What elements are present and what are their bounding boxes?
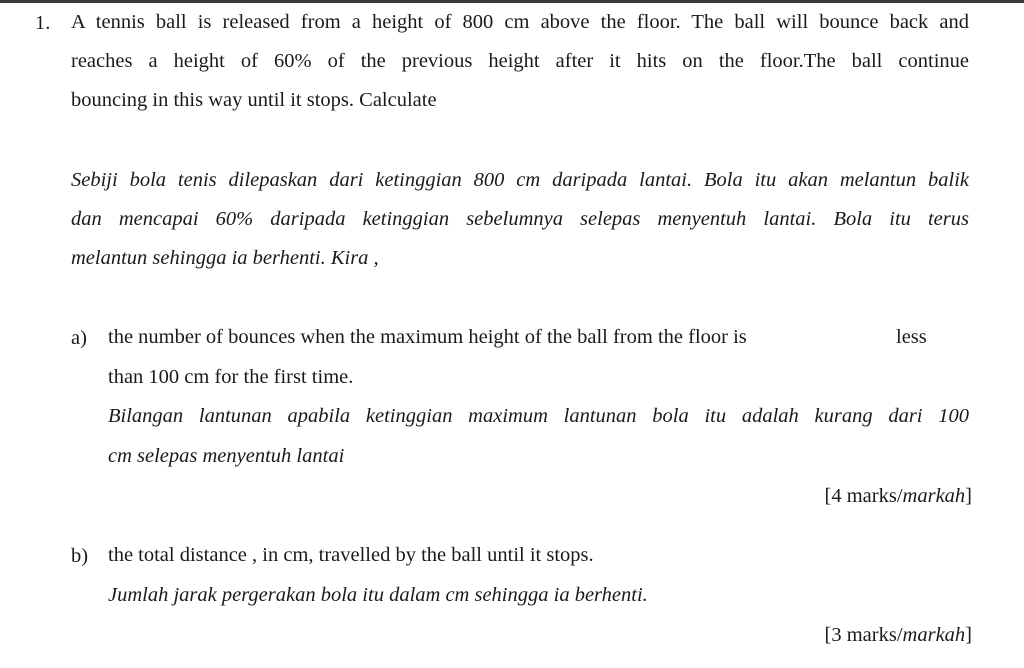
question-malay-line-2: dan mencapai 60% daripada ketinggian sebelumnya selepas menyentuh lantai. Bola itu terus — [71, 208, 969, 230]
part-a-malay-line-2: cm selepas menyentuh lantai — [108, 445, 345, 467]
question-english-line-2: reaches a height of 60% of the previous height after it hits on the floor.The ball continue — [71, 50, 969, 72]
part-b-marks-prefix: [3 marks/ — [824, 624, 903, 646]
part-a-marks-italic: markah — [902, 485, 966, 507]
part-a-malay-line-1: Bilangan lantunan apabila ketinggian maximum lantunan bola itu adalah kurang dari 100 — [108, 405, 969, 427]
part-a-english-line-1: the number of bounces when the maximum height of the ball from the floor is — [108, 326, 747, 348]
question-english-line-3: bouncing in this way until it stops. Calculate — [71, 89, 437, 111]
part-a-english-line-1-tail: less — [896, 326, 927, 348]
question-number: 1. — [35, 12, 51, 34]
part-b-english-line: the total distance , in cm, travelled by the ball until it stops. — [108, 544, 594, 566]
part-a-marks-prefix: [4 marks/ — [824, 485, 903, 507]
question-malay-line-3: melantun sehingga ia berhenti. Kira , — [71, 247, 379, 269]
part-b-marks-suffix: ] — [965, 624, 972, 646]
question-english-line-1: A tennis ball is released from a height of 800 cm above the floor. The ball will bounce back and — [71, 11, 969, 33]
part-a-label: a) — [71, 327, 87, 349]
part-b-marks-italic: markah — [902, 624, 966, 646]
part-b-marks — [825, 624, 972, 647]
top-border-line — [0, 0, 1024, 3]
part-b-malay-line: Jumlah jarak pergerakan bola itu dalam cm sehingga ia berhenti. — [108, 584, 648, 606]
part-b-label: b) — [71, 545, 89, 567]
question-malay-line-1: Sebiji bola tenis dilepaskan dari ketinggian 800 cm daripada lantai. Bola itu akan melantun balik — [71, 169, 969, 191]
part-a-marks — [825, 485, 972, 508]
part-a-english-line-2: than 100 cm for the first time. — [108, 366, 354, 388]
part-a-marks-suffix: ] — [965, 485, 972, 507]
